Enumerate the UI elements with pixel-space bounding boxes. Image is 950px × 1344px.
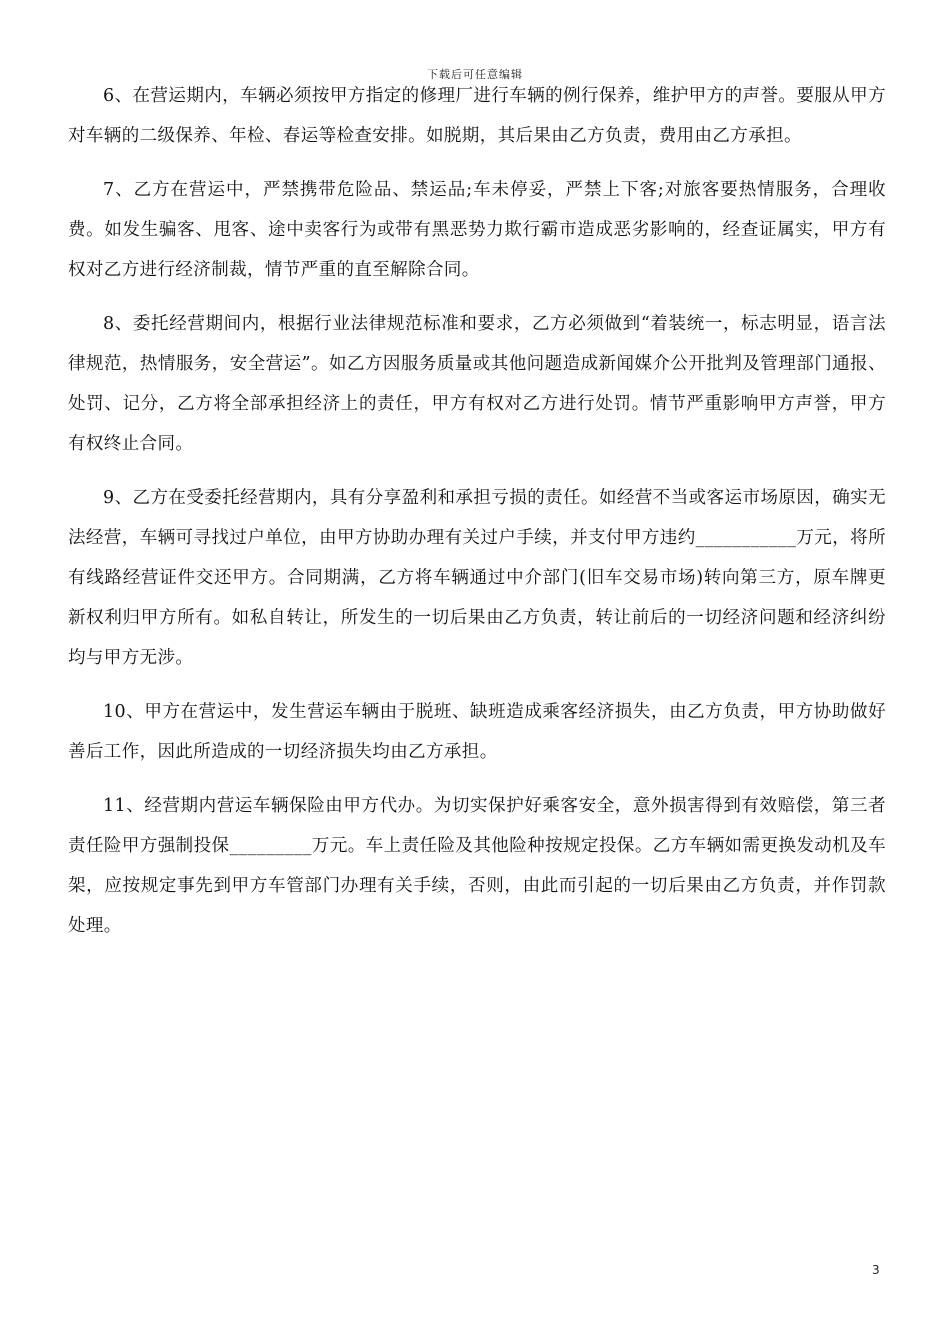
clause-9: 9、乙方在受委托经营期内，具有分享盈利和承担亏损的责任。如经营不当或客运市场原因，确实无法经营，车辆可寻找过户单位，由甲方协助办理有关过户手续，并支付甲方违约___________万元，将所有线路经营证件交还甲方。合同期满，乙方将车辆通过中介部门(旧车交易市场)转向第三方，原车牌更新权利归甲方所有。如私自转让，所发生的一切后果由乙方负责，转让前后的一切经济问题和经济纠纷均与甲方无涉。 (68, 488, 886, 668)
page-header-note: 下载后可任意编辑 (427, 68, 523, 81)
clause-10: 10、甲方在营运中，发生营运车辆由于脱班、缺班造成乘客经济损失，由乙方负责，甲方协助做好善后工作，因此所造成的一切经济损失均由乙方承担。 (68, 702, 886, 762)
clause-6: 6、在营运期内，车辆必须按甲方指定的修理厂进行车辆的例行保养，维护甲方的声誉。要服从甲方对车辆的二级保养、年检、春运等检查安排。如脱期，其后果由乙方负责，费用由乙方承担。 (68, 86, 886, 146)
clause-7: 7、乙方在营运中，严禁携带危险品、禁运品;车未停妥，严禁上下客;对旅客要热情服务，合理收费。如发生骗客、甩客、途中卖客行为或带有黑恶势力欺行霸市造成恶劣影响的，经查证属实，甲方有权对乙方进行经济制裁，情节严重的直至解除合同。 (68, 180, 886, 280)
clause-11: 11、经营期内营运车辆保险由甲方代办。为切实保护好乘客安全，意外损害得到有效赔偿，第三者责任险甲方强制投保_________万元。车上责任险及其他险种按规定投保。乙方车辆如需更换发动机及车架，应按规定事先到甲方车管部门办理有关手续，否则，由此而引起的一切后果由乙方负责，并作罚款处理。 (68, 796, 886, 936)
page-number: 3 (872, 1263, 880, 1277)
clause-8: 8、委托经营期间内，根据行业法律规范标准和要求，乙方必须做到“着装统一，标志明显，语言法律规范，热情服务，安全营运”。如乙方因服务质量或其他问题造成新闻媒介公开批判及管理部门通报、处罚、记分，乙方将全部承担经济上的责任，甲方有权对乙方进行处罚。情节严重影响甲方声誉，甲方有权终止合同。 (68, 314, 886, 454)
document-body (68, 76, 886, 960)
